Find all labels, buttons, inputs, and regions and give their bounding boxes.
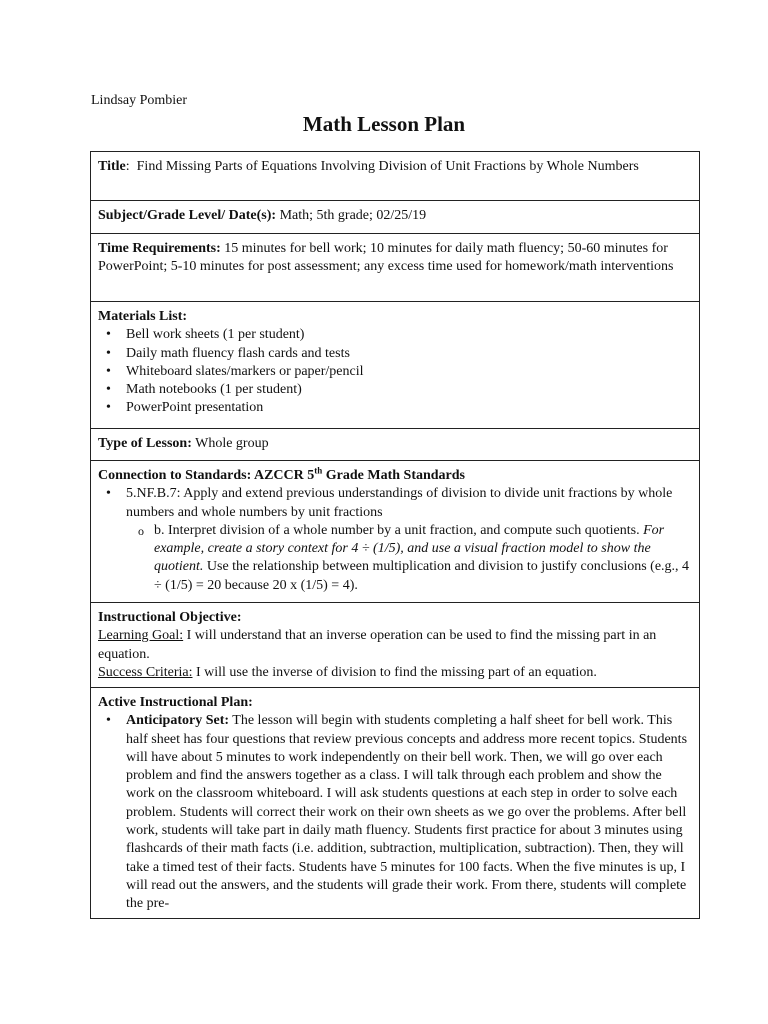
materials-label: Materials List: — [98, 309, 188, 324]
title-separator: : — [125, 159, 130, 174]
materials-list — [98, 326, 693, 417]
author-name: Lindsay Pombier — [91, 93, 188, 108]
lesson-plan-table — [90, 151, 700, 919]
materials-item: • Daily math fluency flash cards and tests — [126, 345, 693, 363]
subject-label: Subject/Grade Level/ Date(s): — [98, 208, 277, 223]
lesson-type-value: Whole group — [195, 436, 269, 451]
standards-list — [98, 485, 693, 595]
standard-subitem: o b. Interpret division of a whole number by a unit fraction, and compute such quotients. For example, create a story context for 4 ÷ (1/5), and use a visual fraction model to show the quotient. Use the relationship between multiplication and division to justify conclusions (e.g., 4 ÷ (1/5) = 20 because 20 x (1/5) = 4). — [154, 522, 693, 595]
lesson-type-row — [91, 429, 699, 461]
subject-row — [91, 201, 699, 234]
standards-label: Connection to Standards: AZCCR 5th Grade Math Standards — [98, 465, 465, 483]
time-label: Time Requirements: — [98, 241, 221, 256]
title-value: Find Missing Parts of Equations Involving Division of Unit Fractions by Whole Numbers — [136, 159, 639, 174]
title-row — [91, 152, 699, 201]
standard-item — [126, 485, 693, 595]
success-criteria: Success Criteria: I will use the inverse of division to find the missing part of an equation. — [98, 664, 597, 680]
materials-item: • Bell work sheets (1 per student) — [126, 326, 693, 344]
lesson-type-label: Type of Lesson: — [98, 436, 192, 451]
plan-row — [91, 688, 699, 919]
objective-row — [91, 603, 699, 688]
materials-row — [91, 302, 699, 429]
document-title: Math Lesson Plan — [302, 112, 466, 136]
time-value: 15 minutes for bell work; 10 minutes for daily math fluency; 50-60 minutes for PowerPoint; 5-10 minutes for post assessment; any excess time used for homework/math interventions — [98, 241, 674, 275]
plan-label: Active Instructional Plan: — [98, 695, 253, 710]
materials-item: • Whiteboard slates/markers or paper/pencil — [126, 363, 693, 381]
plan-list — [98, 712, 693, 913]
materials-item: • Math notebooks (1 per student) — [126, 381, 693, 399]
standard-sublist — [126, 522, 693, 595]
title-label: Title — [98, 159, 126, 174]
standard-text: 5.NF.B.7: Apply and extend previous understandings of division to divide unit fractions by whole numbers and whole numbers by unit fractions — [126, 486, 673, 520]
materials-item: • PowerPoint presentation — [126, 399, 693, 417]
standards-row — [91, 461, 699, 603]
objective-label: Instructional Objective: — [98, 610, 242, 625]
subject-value: Math; 5th grade; 02/25/19 — [279, 208, 427, 223]
learning-goal: Learning Goal: I will understand that an inverse operation can be used to find the missing part in an equation. — [98, 628, 657, 662]
plan-item: • Anticipatory Set: The lesson will begin with students completing a half sheet for bell work. This half sheet has four questions that review previous concepts and address more recent topics. Students will have about 5 minutes to work independently on their bell work. Then, we will go over each problem and find the answers together as a class. I will talk through each problem and show the work on the classroom whiteboard. I will ask students questions at each step in order to solve each problem. Students will correct their work on their own sheets as we go over the problems. After bell work, students will take part in daily math fluency. Students first practice for about 3 minutes using flashcards of their math facts (i.e. addition, subtraction, multiplication, subtraction). Then, they will take a timed test of their facts. Students have 5 minutes for 100 facts. When the five minutes is up, I will read out the answers, and the students will grade their work. From there, students will complete the pre- — [126, 712, 693, 913]
time-row — [91, 234, 699, 302]
